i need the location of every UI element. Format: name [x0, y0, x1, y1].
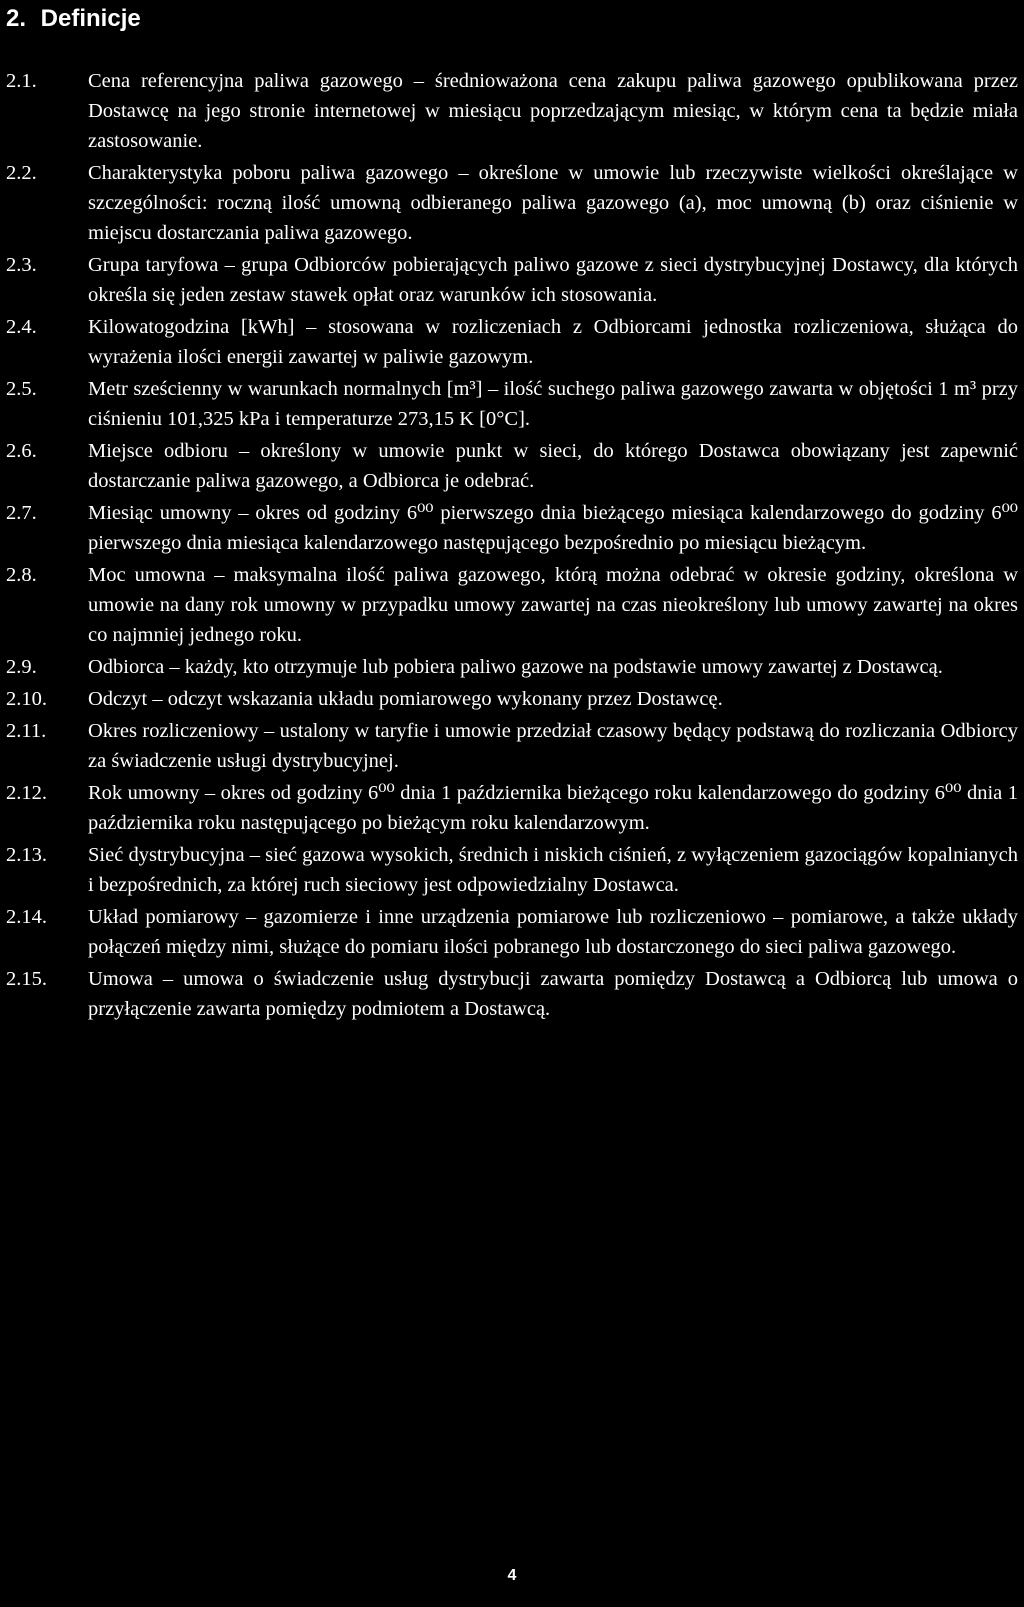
definition-text: Sieć dystrybucyjna – sieć gazowa wysokich, średnich i niskich ciśnień, z wyłączeniem gazociągów kopalnianych i bezpośrednich, za której ruch sieciowy jest odpowiedzialny Dostawca. — [88, 844, 1018, 896]
definition-item — [6, 436, 1018, 496]
definition-text: Grupa taryfowa – grupa Odbiorców pobierających paliwo gazowe z sieci dystrybucyjnej Dostawcy, dla których określa się jeden zestaw stawek opłat oraz warunków ich stosowania. — [88, 254, 1018, 306]
definition-text: Odbiorca – każdy, kto otrzymuje lub pobiera paliwo gazowe na podstawie umowy zawartej z Dostawcą. — [88, 656, 943, 678]
definition-item — [6, 778, 1018, 838]
definition-number: 2.4. — [6, 316, 37, 338]
definition-number: 2.5. — [6, 378, 37, 400]
definition-item — [6, 964, 1018, 1024]
definition-text: Miesiąc umowny – okres od godziny 6⁰⁰ pierwszego dnia bieżącego miesiąca kalendarzowego do godziny 6⁰⁰ pierwszego dnia miesiąca kalendarzowego następującego bezpośrednio po miesiącu bieżącym. — [88, 502, 1018, 554]
section-title: Definicje — [40, 5, 141, 32]
definition-item — [6, 498, 1018, 558]
definition-number: 2.3. — [6, 254, 37, 276]
definition-text: Układ pomiarowy – gazomierze i inne urządzenia pomiarowe lub rozliczeniowo – pomiarowe, a także układy połączeń między nimi, służące do pomiaru ilości pobranego lub dostarczonego do sieci paliwa gazowego. — [88, 906, 1018, 958]
section-heading — [6, 4, 141, 34]
definition-item — [6, 560, 1018, 650]
definition-number: 2.13. — [6, 844, 47, 866]
definition-number: 2.10. — [6, 688, 47, 710]
definition-item — [6, 66, 1018, 156]
definition-text: Odczyt – odczyt wskazania układu pomiarowego wykonany przez Dostawcę. — [88, 688, 723, 710]
definition-text: Miejsce odbioru – określony w umowie punkt w sieci, do którego Dostawca obowiązany jest zapewnić dostarczanie paliwa gazowego, a Odbiorca je odebrać. — [88, 440, 1018, 492]
definition-text: Umowa – umowa o świadczenie usług dystrybucji zawarta pomiędzy Dostawcą a Odbiorcą lub umowa o przyłączenie zawarta pomiędzy podmiotem a Dostawcą. — [88, 968, 1018, 1020]
definition-item — [6, 840, 1018, 900]
section-number: 2. — [6, 5, 27, 32]
page-number: 4 — [507, 1567, 517, 1584]
definition-item — [6, 312, 1018, 372]
definition-number: 2.12. — [6, 782, 47, 804]
definition-number: 2.1. — [6, 70, 37, 92]
definition-text: Rok umowny – okres od godziny 6⁰⁰ dnia 1 października bieżącego roku kalendarzowego do godziny 6⁰⁰ dnia 1 października roku następującego po bieżącym roku kalendarzowym. — [88, 782, 1018, 834]
definition-item — [6, 684, 1018, 714]
definitions-list — [6, 66, 1018, 1026]
definition-item — [6, 652, 1018, 682]
definition-number: 2.11. — [6, 720, 47, 742]
definition-text: Charakterystyka poboru paliwa gazowego – określone w umowie lub rzeczywiste wielkości określające w szczególności: roczną ilość umowną odbieranego paliwa gazowego (a), moc umowną (b) oraz ciśnienie w miejscu dostarczania paliwa gazowego. — [88, 162, 1018, 244]
definition-number: 2.9. — [6, 656, 37, 678]
definition-text: Okres rozliczeniowy – ustalony w taryfie i umowie przedział czasowy będący podstawą do rozliczania Odbiorcy za świadczenie usługi dystrybucyjnej. — [88, 720, 1018, 772]
definition-item — [6, 250, 1018, 310]
definition-number: 2.14. — [6, 906, 47, 928]
definition-number: 2.8. — [6, 564, 37, 586]
definition-text: Metr sześcienny w warunkach normalnych [m³] – ilość suchego paliwa gazowego zawarta w objętości 1 m³ przy ciśnieniu 101,325 kPa i temperaturze 273,15 K [0°C]. — [88, 378, 1018, 430]
definition-number: 2.2. — [6, 162, 37, 184]
definition-item — [6, 374, 1018, 434]
definition-text: Cena referencyjna paliwa gazowego – średnioważona cena zakupu paliwa gazowego opublikowana przez Dostawcę na jego stronie internetowej w miesiącu poprzedzającym miesiąc, w którym cena ta będzie miała zastosowanie. — [88, 70, 1018, 152]
definition-number: 2.15. — [6, 968, 47, 990]
definition-item — [6, 902, 1018, 962]
definition-item — [6, 716, 1018, 776]
definition-text: Moc umowna – maksymalna ilość paliwa gazowego, którą można odebrać w okresie godziny, określona w umowie na dany rok umowny w przypadku umowy zawartej na czas nieokreślony lub umowy zawartej na okres co najmniej jednego roku. — [88, 564, 1018, 646]
definition-item — [6, 158, 1018, 248]
definition-text: Kilowatogodzina [kWh] – stosowana w rozliczeniach z Odbiorcami jednostka rozliczeniowa, służąca do wyrażenia ilości energii zawartej w paliwie gazowym. — [88, 316, 1018, 368]
definition-number: 2.6. — [6, 440, 37, 462]
definition-number: 2.7. — [6, 502, 37, 524]
